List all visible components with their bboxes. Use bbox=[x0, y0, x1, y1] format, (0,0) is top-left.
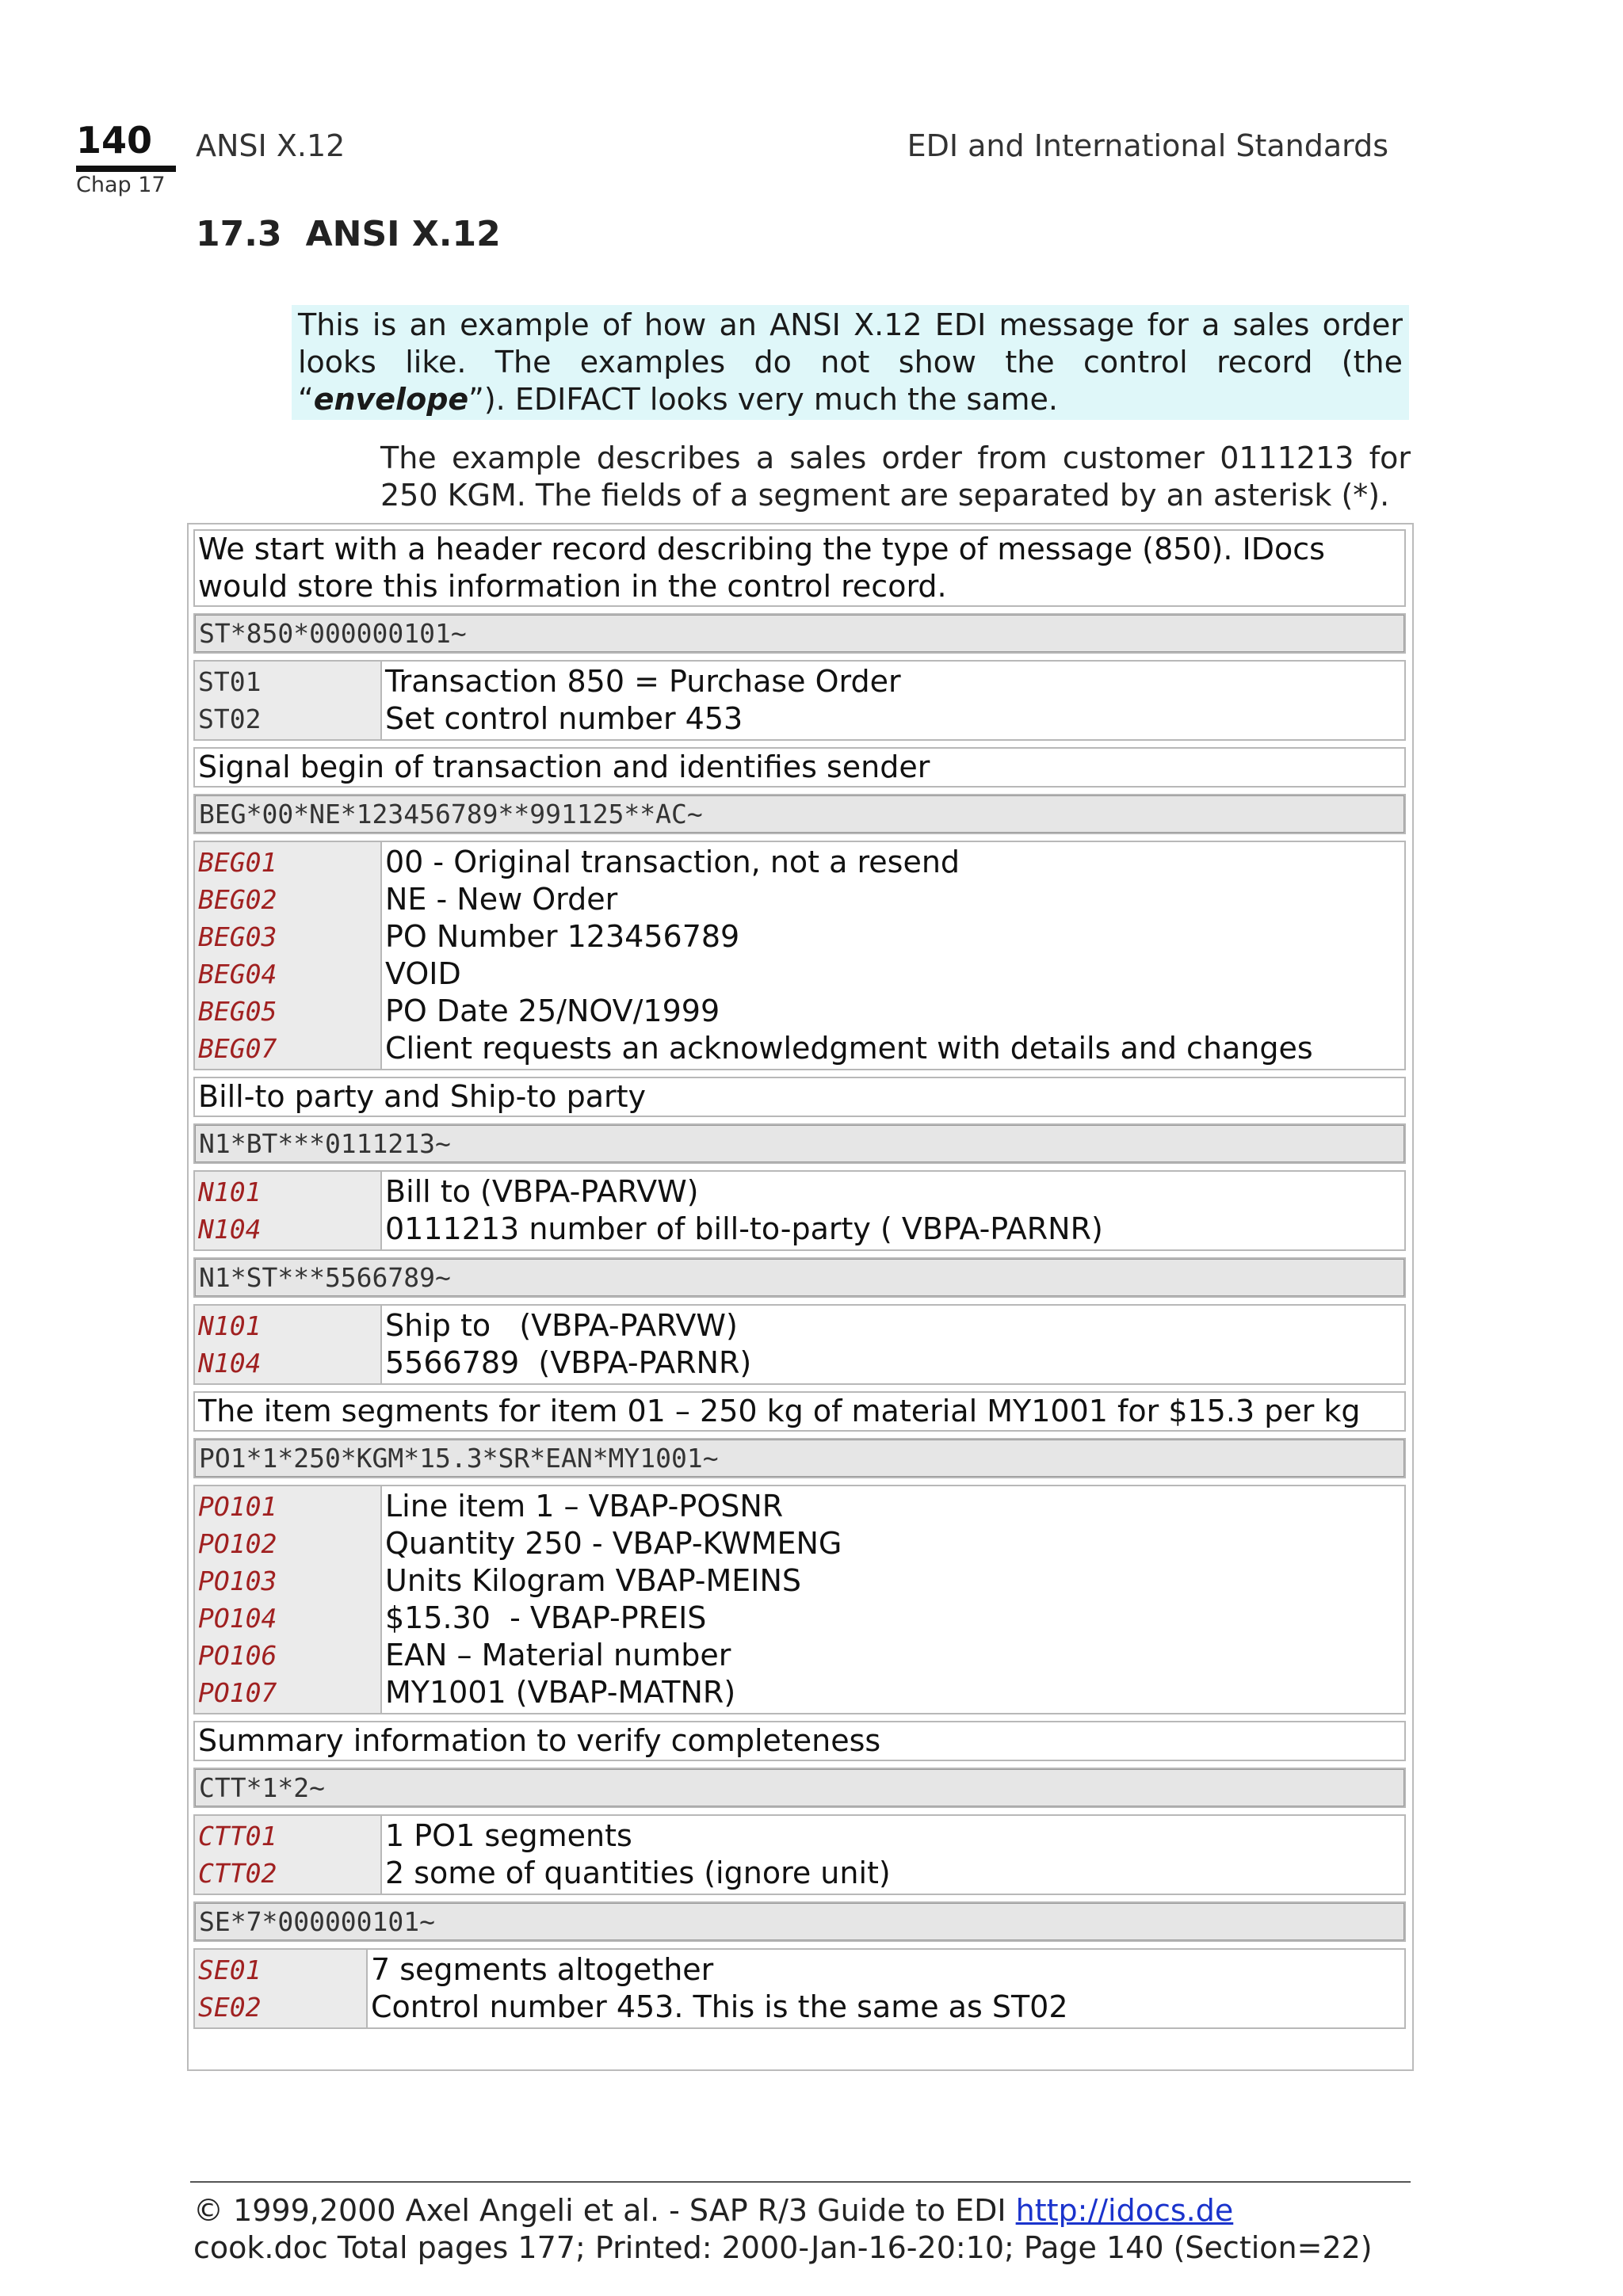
element-id: PO104 bbox=[198, 1603, 277, 1634]
element-id: SE01 bbox=[198, 1955, 262, 1985]
segment-description bbox=[193, 529, 1406, 607]
element-ids bbox=[195, 1486, 382, 1713]
element-values bbox=[382, 1816, 1404, 1894]
segment-code bbox=[193, 1901, 1406, 1942]
element-id: ST02 bbox=[198, 704, 262, 734]
element-id: SE02 bbox=[198, 1992, 262, 2023]
segment-description-text: Signal begin of transaction and identifies sender bbox=[198, 749, 930, 784]
segment-elements bbox=[193, 660, 1406, 741]
callout-text-after: ”). EDIFACT looks very much the same. bbox=[468, 382, 1058, 417]
segment-code-text: CTT*1*2~ bbox=[195, 1769, 1404, 1806]
element-ids bbox=[195, 1306, 382, 1383]
element-ids bbox=[195, 842, 382, 1069]
element-ids bbox=[195, 1950, 368, 2027]
segment-description-text: We start with a header record describing the type of message (850). IDocs would store this information in the control record. bbox=[198, 532, 1325, 604]
element-value: Control number 453. This is the same as ST02 bbox=[371, 1989, 1068, 2024]
element-id: PO107 bbox=[198, 1677, 277, 1708]
element-value: Line item 1 – VBAP-POSNR bbox=[385, 1489, 784, 1524]
element-id: PO103 bbox=[198, 1566, 277, 1596]
callout-text-before: This is an example of how an ANSI X.12 EDI message for a sales order looks like. The examples do not show the control record (the “ bbox=[298, 307, 1403, 417]
element-value: VOID bbox=[385, 956, 461, 991]
element-ids bbox=[195, 1816, 382, 1894]
segment-description-text: Bill-to party and Ship-to party bbox=[198, 1079, 646, 1114]
element-values bbox=[382, 662, 1404, 739]
element-id: BEG02 bbox=[198, 884, 277, 915]
element-ids bbox=[195, 662, 382, 739]
segment-elements bbox=[193, 1170, 1406, 1251]
segment-elements bbox=[193, 841, 1406, 1070]
element-id: PO101 bbox=[198, 1491, 277, 1522]
segment-table bbox=[187, 523, 1414, 2071]
element-id: CTT02 bbox=[198, 1858, 277, 1889]
running-header-right: EDI and International Standards bbox=[907, 128, 1388, 163]
segment-code bbox=[193, 1438, 1406, 1478]
segment-code-text: BEG*00*NE*123456789**991125**AC~ bbox=[195, 795, 1404, 833]
footer-info: cook.doc Total pages 177; Printed: 2000-Jan-16-20:10; Page 140 (Section=22) bbox=[193, 2230, 1373, 2265]
segment-elements bbox=[193, 1485, 1406, 1714]
section-title-text: ANSI X.12 bbox=[305, 214, 501, 254]
element-value: PO Number 123456789 bbox=[385, 919, 740, 954]
intro-paragraph: The example describes a sales order from customer 0111213 for 250 KGM. The fields of a segment are separated by an asterisk (*). bbox=[380, 441, 1411, 513]
segment-code bbox=[193, 613, 1406, 654]
segment-code-text: PO1*1*250*KGM*15.3*SR*EAN*MY1001~ bbox=[195, 1440, 1404, 1477]
element-value: PO Date 25/NOV/1999 bbox=[385, 994, 720, 1028]
chapter-label: Chap 17 bbox=[76, 173, 166, 197]
segment-code bbox=[193, 794, 1406, 834]
segment-code bbox=[193, 1123, 1406, 1164]
element-values bbox=[382, 1486, 1404, 1713]
element-ids bbox=[195, 1172, 382, 1249]
segment-description-text: The item segments for item 01 – 250 kg of material MY1001 for $15.3 per kg bbox=[198, 1394, 1361, 1428]
element-id: BEG04 bbox=[198, 959, 277, 990]
element-value: Quantity 250 - VBAP-KWMENG bbox=[385, 1526, 842, 1561]
segment-description bbox=[193, 1077, 1406, 1117]
element-values bbox=[382, 1306, 1404, 1383]
element-value: MY1001 (VBAP-MATNR) bbox=[385, 1675, 736, 1710]
element-value: 7 segments altogether bbox=[371, 1952, 714, 1987]
footer-link[interactable]: http://idocs.de bbox=[1015, 2193, 1234, 2228]
element-id: PO102 bbox=[198, 1528, 277, 1559]
element-values bbox=[382, 842, 1404, 1069]
callout-emphasis: envelope bbox=[313, 382, 469, 417]
element-value: NE - New Order bbox=[385, 882, 618, 917]
element-id: N101 bbox=[198, 1177, 262, 1207]
segment-description bbox=[193, 1721, 1406, 1761]
running-header-left: ANSI X.12 bbox=[196, 128, 346, 163]
element-value: 00 - Original transaction, not a resend bbox=[385, 845, 960, 879]
element-value: 5566789 (VBPA-PARNR) bbox=[385, 1345, 752, 1380]
margin-note-callout bbox=[292, 305, 1409, 420]
element-value: Client requests an acknowledgment with details and changes bbox=[385, 1031, 1313, 1066]
element-values bbox=[382, 1172, 1404, 1249]
segment-code bbox=[193, 1768, 1406, 1808]
element-id: N101 bbox=[198, 1310, 262, 1341]
segment-code-text: N1*BT***0111213~ bbox=[195, 1125, 1404, 1162]
footer-copyright-text: © 1999,2000 Axel Angeli et al. - SAP R/3 Guide to EDI bbox=[193, 2193, 1016, 2228]
element-value: EAN – Material number bbox=[385, 1638, 731, 1672]
footer-copyright bbox=[193, 2193, 1233, 2228]
element-values bbox=[368, 1950, 1404, 2027]
segment-code bbox=[193, 1257, 1406, 1298]
segment-description-text: Summary information to verify completeness bbox=[198, 1723, 881, 1758]
element-value: Set control number 453 bbox=[385, 701, 743, 736]
element-value: Transaction 850 = Purchase Order bbox=[385, 664, 901, 699]
element-value: Bill to (VBPA-PARVW) bbox=[385, 1174, 699, 1209]
segment-elements bbox=[193, 1814, 1406, 1895]
segment-description bbox=[193, 747, 1406, 788]
segment-code-text: SE*7*000000101~ bbox=[195, 1903, 1404, 1940]
segment-elements bbox=[193, 1948, 1406, 2029]
element-id: BEG07 bbox=[198, 1033, 277, 1064]
segment-code-text: N1*ST***5566789~ bbox=[195, 1259, 1404, 1296]
element-value: 1 PO1 segments bbox=[385, 1818, 632, 1853]
page-number: 140 bbox=[76, 119, 153, 162]
segment-elements bbox=[193, 1304, 1406, 1385]
segment-code-text: ST*850*000000101~ bbox=[195, 615, 1404, 652]
element-value: $15.30 - VBAP-PREIS bbox=[385, 1600, 707, 1635]
segment-description bbox=[193, 1391, 1406, 1432]
element-value: Units Kilogram VBAP-MEINS bbox=[385, 1563, 802, 1598]
element-id: BEG05 bbox=[198, 996, 277, 1027]
element-id: CTT01 bbox=[198, 1821, 277, 1852]
section-number: 17.3 bbox=[196, 214, 282, 254]
element-value: 2 some of quantities (ignore unit) bbox=[385, 1855, 891, 1890]
element-value: Ship to (VBPA-PARVW) bbox=[385, 1308, 738, 1343]
element-id: BEG03 bbox=[198, 921, 277, 952]
element-id: ST01 bbox=[198, 666, 262, 697]
footer-divider bbox=[190, 2181, 1411, 2183]
element-id: BEG01 bbox=[198, 847, 277, 878]
element-id: PO106 bbox=[198, 1640, 277, 1671]
element-id: N104 bbox=[198, 1214, 262, 1245]
page-number-underline bbox=[76, 166, 176, 172]
element-id: N104 bbox=[198, 1348, 262, 1379]
element-value: 0111213 number of bill-to-party ( VBPA-PARNR) bbox=[385, 1211, 1103, 1246]
section-heading bbox=[196, 214, 501, 254]
